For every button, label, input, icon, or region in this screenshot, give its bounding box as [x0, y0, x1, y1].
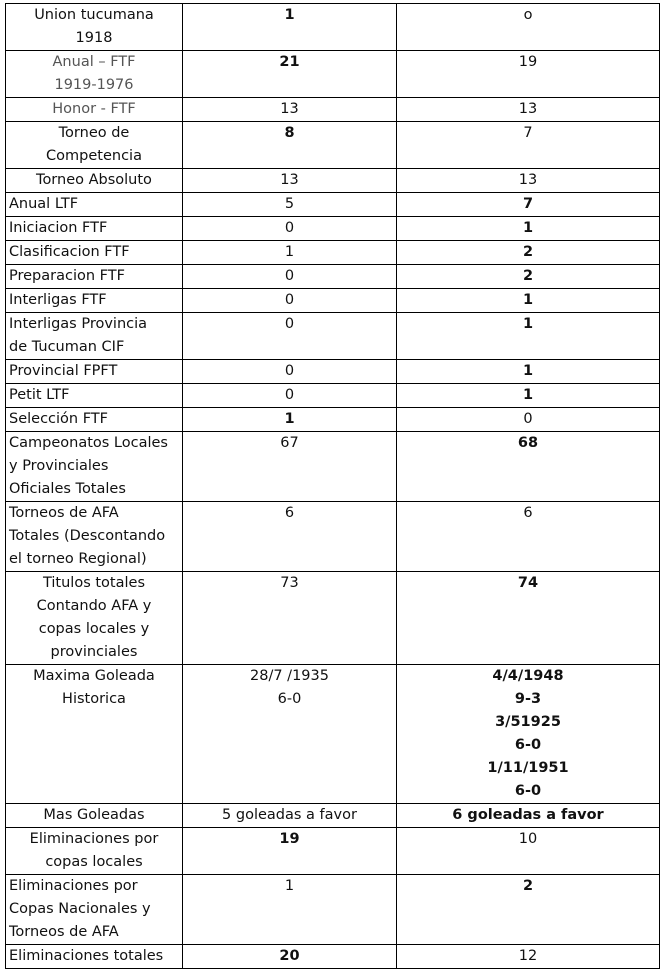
team-b-value-line: 9-3 [514, 691, 542, 707]
team-a-value-line: 73 [280, 575, 299, 591]
row-label-line: provinciales [50, 644, 138, 660]
team-b-value [397, 804, 660, 828]
team-b-value-line: 0 [523, 411, 533, 427]
team-a-value-line: 6 [284, 505, 295, 521]
row-label-line: Union tucumana [34, 7, 154, 23]
team-a-value-line: 0 [284, 363, 295, 379]
table-row [6, 265, 660, 289]
row-label-line: Interligas FTF [9, 292, 107, 308]
team-a-value-line: 1 [284, 411, 295, 427]
team-a-value-line: 0 [284, 268, 295, 284]
row-label-line: Mas Goleadas [43, 807, 145, 823]
team-b-value-line: 13 [518, 172, 538, 188]
team-b-value [397, 502, 660, 572]
team-a-value [183, 98, 397, 122]
row-label [6, 408, 183, 432]
team-b-value-line: o [523, 7, 533, 23]
team-b-value [397, 828, 660, 875]
team-b-value [397, 313, 660, 360]
row-label-line: copas locales y [38, 621, 150, 637]
row-label [6, 241, 183, 265]
table-row [6, 241, 660, 265]
team-a-value [183, 408, 397, 432]
team-b-value-line: 1/11/1951 [487, 760, 569, 776]
row-label-line: 1918 [75, 30, 113, 46]
team-b-value-line: 1 [522, 316, 534, 332]
team-a-value [183, 360, 397, 384]
team-b-value [397, 432, 660, 502]
team-a-value [183, 945, 397, 969]
team-a-value [183, 4, 397, 51]
row-label [6, 432, 183, 502]
row-label [6, 265, 183, 289]
team-a-value [183, 432, 397, 502]
team-a-value [183, 665, 397, 804]
team-a-value [183, 122, 397, 169]
table-row [6, 360, 660, 384]
row-label [6, 313, 183, 360]
team-b-value [397, 265, 660, 289]
row-label-line: Eliminaciones por [9, 878, 138, 894]
row-label-line: Clasificacion FTF [9, 244, 130, 260]
team-a-value-line: 20 [279, 948, 300, 964]
team-a-value [183, 169, 397, 193]
team-b-value [397, 360, 660, 384]
table-row [6, 122, 660, 169]
row-label [6, 360, 183, 384]
row-label-line: Campeonatos Locales [9, 435, 168, 451]
team-a-value [183, 313, 397, 360]
team-b-value-line: 4/4/1948 [492, 668, 564, 684]
table-row [6, 408, 660, 432]
team-a-value-line: 5 goleadas a favor [222, 807, 357, 823]
row-label-line: Contando AFA y [36, 598, 152, 614]
team-a-value [183, 289, 397, 313]
team-b-value-line: 6-0 [514, 737, 542, 753]
team-a-value-line: 0 [284, 387, 295, 403]
team-a-value [183, 875, 397, 945]
team-a-value [183, 502, 397, 572]
team-b-value-line: 2 [522, 878, 534, 894]
row-label-line: Torneos de AFA [9, 505, 119, 521]
table-row [6, 4, 660, 51]
table-row [6, 98, 660, 122]
row-label [6, 665, 183, 804]
row-label-line: Copas Nacionales y [9, 901, 151, 917]
table-row [6, 169, 660, 193]
row-label-line: 1919-1976 [54, 77, 134, 93]
row-label [6, 945, 183, 969]
team-b-value-line: 2 [522, 268, 534, 284]
team-a-value [183, 384, 397, 408]
comparison-table [5, 3, 660, 969]
row-label [6, 875, 183, 945]
team-b-value-line: 19 [518, 54, 538, 70]
row-label-line: Maxima Goleada [33, 668, 155, 684]
row-label [6, 804, 183, 828]
team-b-value-line: 7 [522, 196, 534, 212]
team-b-value-line: 10 [518, 831, 538, 847]
team-a-value [183, 193, 397, 217]
row-label [6, 193, 183, 217]
table-row [6, 432, 660, 502]
team-a-value [183, 572, 397, 665]
team-b-value-line: 6-0 [514, 783, 542, 799]
team-b-value [397, 4, 660, 51]
table-row [6, 828, 660, 875]
team-a-value-line: 6-0 [277, 691, 302, 707]
row-label [6, 289, 183, 313]
team-a-value-line: 1 [284, 244, 295, 260]
row-label-line: Petit LTF [9, 387, 70, 403]
team-b-value-line: 1 [522, 220, 534, 236]
row-label-line: Totales (Descontando [9, 528, 166, 544]
team-b-value [397, 572, 660, 665]
row-label-line: Torneos de AFA [9, 924, 119, 940]
team-a-value-line: 0 [284, 316, 295, 332]
row-label-line: Torneo de [58, 125, 130, 141]
team-b-value-line: 74 [517, 575, 539, 591]
team-a-value [183, 217, 397, 241]
row-label-line: Honor - FTF [52, 101, 136, 117]
row-label [6, 384, 183, 408]
team-a-value-line: 13 [280, 172, 299, 188]
row-label-line: Iniciacion FTF [9, 220, 108, 236]
team-b-value [397, 122, 660, 169]
team-b-value [397, 169, 660, 193]
row-label-line: Historica [62, 691, 126, 707]
table-body [6, 4, 660, 969]
team-b-value [397, 384, 660, 408]
team-a-value-line: 21 [279, 54, 300, 70]
row-label-line: Torneo Absoluto [36, 172, 152, 188]
table-row [6, 875, 660, 945]
row-label [6, 502, 183, 572]
table-row [6, 945, 660, 969]
row-label [6, 169, 183, 193]
table-row [6, 217, 660, 241]
table-row [6, 384, 660, 408]
row-label [6, 4, 183, 51]
row-label-line: Anual LTF [9, 196, 79, 212]
row-label [6, 122, 183, 169]
team-a-value-line: 28/7 /1935 [250, 668, 329, 684]
row-label-line: Provincial FPFT [9, 363, 118, 379]
row-label [6, 51, 183, 98]
team-a-value [183, 241, 397, 265]
team-b-value [397, 193, 660, 217]
team-b-value-line: 7 [523, 125, 533, 141]
team-b-value-line: 6 [523, 505, 533, 521]
row-label-line: Selección FTF [9, 411, 109, 427]
row-label-line: Preparacion FTF [9, 268, 125, 284]
team-a-value-line: 8 [284, 125, 295, 141]
team-b-value-line: 1 [522, 387, 534, 403]
team-a-value [183, 265, 397, 289]
row-label [6, 217, 183, 241]
table-row [6, 804, 660, 828]
team-b-value-line: 1 [522, 292, 534, 308]
team-b-value-line: 68 [517, 435, 539, 451]
team-a-value [183, 51, 397, 98]
team-b-value-line: 2 [522, 244, 534, 260]
row-label-line: Anual – FTF [52, 54, 136, 70]
team-a-value-line: 0 [284, 292, 295, 308]
table-row [6, 51, 660, 98]
table-row [6, 572, 660, 665]
team-a-value-line: 1 [284, 878, 295, 894]
team-b-value [397, 241, 660, 265]
team-a-value-line: 0 [284, 220, 295, 236]
row-label-line: de Tucuman CIF [9, 339, 125, 355]
row-label [6, 572, 183, 665]
team-b-value-line: 13 [518, 101, 538, 117]
table-row [6, 313, 660, 360]
table-row [6, 289, 660, 313]
team-a-value-line: 5 [284, 196, 295, 212]
team-b-value [397, 875, 660, 945]
team-b-value-line: 1 [522, 363, 534, 379]
team-b-value [397, 945, 660, 969]
row-label-line: Titulos totales [42, 575, 145, 591]
team-a-value-line: 1 [284, 7, 295, 23]
row-label-line: Eliminaciones totales [9, 948, 164, 964]
team-a-value [183, 828, 397, 875]
row-label [6, 98, 183, 122]
row-label-line: Eliminaciones por [29, 831, 159, 847]
team-a-value-line: 19 [279, 831, 300, 847]
row-label-line: Interligas Provincia [9, 316, 148, 332]
team-b-value-line: 6 goleadas a favor [452, 807, 604, 823]
team-b-value [397, 408, 660, 432]
row-label-line: el torneo Regional) [9, 551, 147, 567]
team-b-value-line: 12 [518, 948, 538, 964]
team-b-value [397, 289, 660, 313]
team-a-value-line: 13 [280, 101, 299, 117]
row-label-line: Oficiales Totales [9, 481, 126, 497]
row-label-line: y Provinciales [9, 458, 109, 474]
row-label-line: Competencia [46, 148, 142, 164]
team-b-value [397, 665, 660, 804]
row-label-line: copas locales [45, 854, 143, 870]
table-row [6, 502, 660, 572]
team-b-value [397, 51, 660, 98]
row-label [6, 828, 183, 875]
table-row [6, 193, 660, 217]
team-b-value [397, 98, 660, 122]
team-b-value-line: 3/51925 [495, 714, 561, 730]
team-b-value [397, 217, 660, 241]
table-row [6, 665, 660, 804]
team-a-value [183, 804, 397, 828]
team-a-value-line: 67 [280, 435, 299, 451]
